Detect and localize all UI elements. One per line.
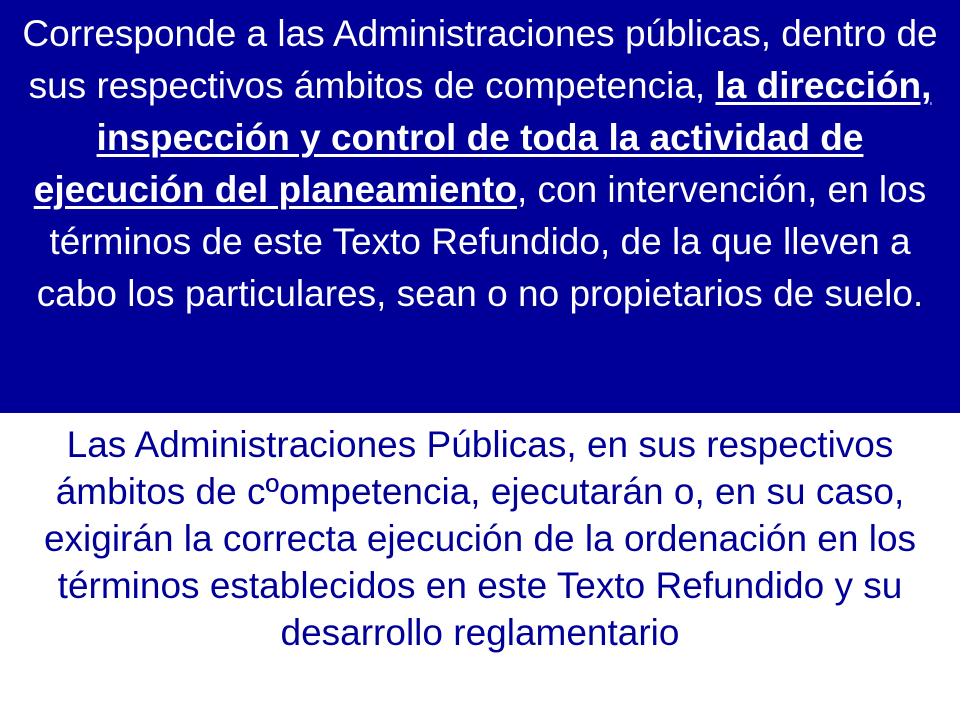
top-paragraph-continuation: , con intervención, en los términos de este Texto Refundido, de la que lleven a cabo los particulares, sean o no propietarios de suelo. [36,169,927,314]
top-paragraph [10,8,950,320]
top-paragraph-intro: Corresponde a las Administraciones públicas, dentro de sus respectivos ámbitos de competencia, [22,13,938,106]
bottom-paragraph: Las Administraciones Públicas, en sus respectivos ámbitos de cºompetencia, ejecutarán o, en su caso, exigirán la correcta ejecución de la ordenación en los términos establecidos en este Texto Refundido y su desarrollo reglamentario [43,424,917,653]
top-paragraph-emphasis: la dirección, inspección y control de toda la actividad de ejecución del planeamiento [33,65,932,210]
